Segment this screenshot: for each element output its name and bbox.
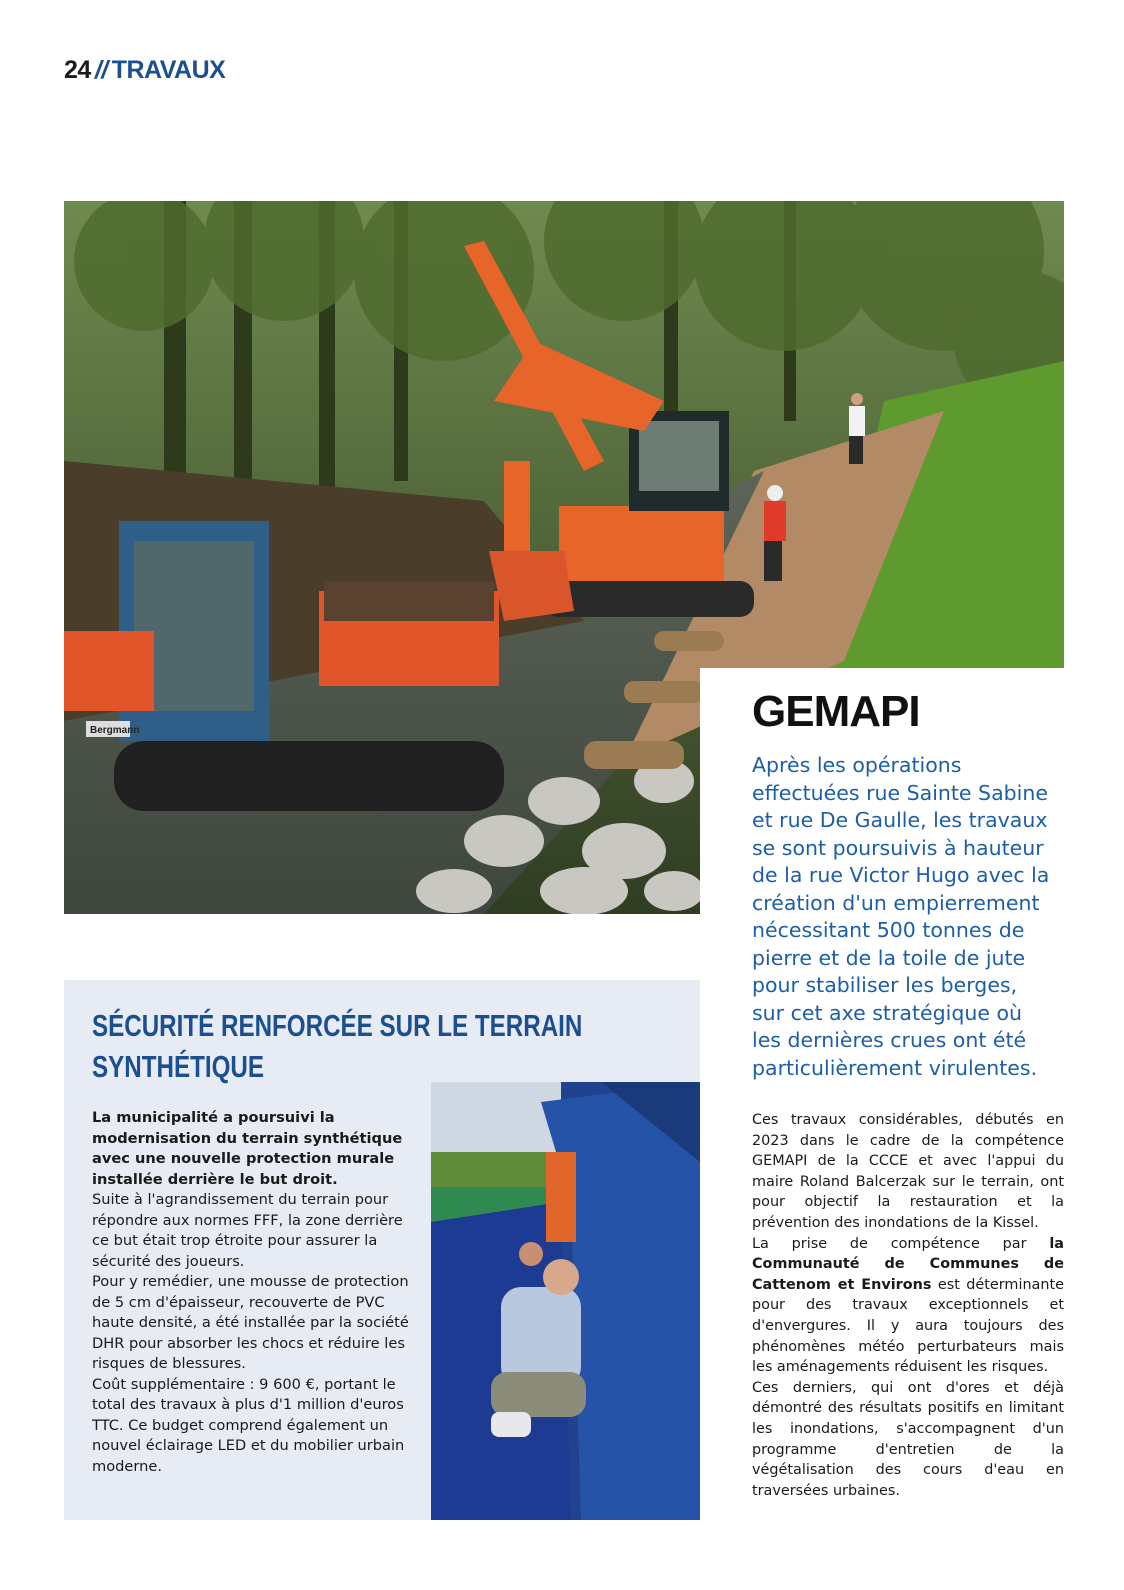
gemapi-p2-start: La prise de compétence par [752,1235,1050,1252]
securite-title-line-1: SÉCURITÉ RENFORCÉE SUR LE TERRAIN [92,1008,583,1043]
header-separator: // [94,56,108,84]
securite-title-line-2: SYNTHÉTIQUE [92,1049,264,1084]
page-number: 24 [64,56,91,84]
gemapi-paragraph-2 [752,1234,1064,1378]
gemapi-p2-end: est déterminante pour des travaux exceptionnels et d'envergures. Il y aura toujours des phénomènes météo perturbateurs mais les aménagements réduisent les risques. [752,1276,1064,1376]
gemapi-paragraph-1: Ces travaux considérables, débutés en 2023 dans le cadre de la compétence GEMAPI de la CCCE et avec l'appui du maire Roland Balcerzak sur le terrain, ont pour objectif la restauration et la prévention des inondations de la Kissel. [752,1112,1064,1231]
gemapi-p2-bold: la Communauté de Communes de Cattenom et Environs [752,1235,1064,1293]
securite-body [92,1108,412,1477]
securite-paragraph-3: Coût supplémentaire : 9 600 €, portant le total des travaux à plus d'1 million d'euros TTC. Ce budget comprend également un nouvel éclairage LED et du mobilier urbain moderne. [92,1375,405,1475]
securite-paragraph-1: Suite à l'agrandissement du terrain pour répondre aux normes FFF, la zone derrière ce but était trop étroite pour assurer la sécurité des joueurs. [92,1191,403,1270]
securite-paragraph-2: Pour y remédier, une mousse de protection de 5 cm d'épaisseur, recouverte de PVC haute densité, a été installée par la société DHR pour absorber les chocs et réduire les risques de blessures. [92,1273,409,1372]
page-header [64,56,225,85]
gemapi-paragraph-3: Ces derniers, qui ont d'ores et déjà démontré des résultats positifs en limitant les inondations, s'accompagnent d'un programme d'entretien de la végétalisation des cours d'eau en traversées urbaines. [752,1379,1064,1499]
securite-intro [92,1108,412,1190]
gemapi-title: GEMAPI [752,687,920,736]
gemapi-body [752,1110,1064,1501]
wall-protection-photo [431,1082,700,1520]
gemapi-lead: Après les opérations effectuées rue Sainte Sabine et rue De Gaulle, les travaux se sont poursuivis à hauteur de la rue Victor Hugo avec la création d'un empierrement nécessitant 500 tonnes de pierre et de la toile de jute pour stabiliser les berges, sur cet axe stratégique où les dernières crues ont été particulièrement virulentes. [752,753,1050,1080]
section-title: TRAVAUX [111,56,226,84]
securite-intro-bold: La municipalité a poursuivi la modernisation du terrain synthétique avec une nouvelle protection murale installée derrière le but droit. [92,1109,403,1188]
securite-title [92,1005,583,1087]
machine-brand: Bergmann [90,725,140,736]
